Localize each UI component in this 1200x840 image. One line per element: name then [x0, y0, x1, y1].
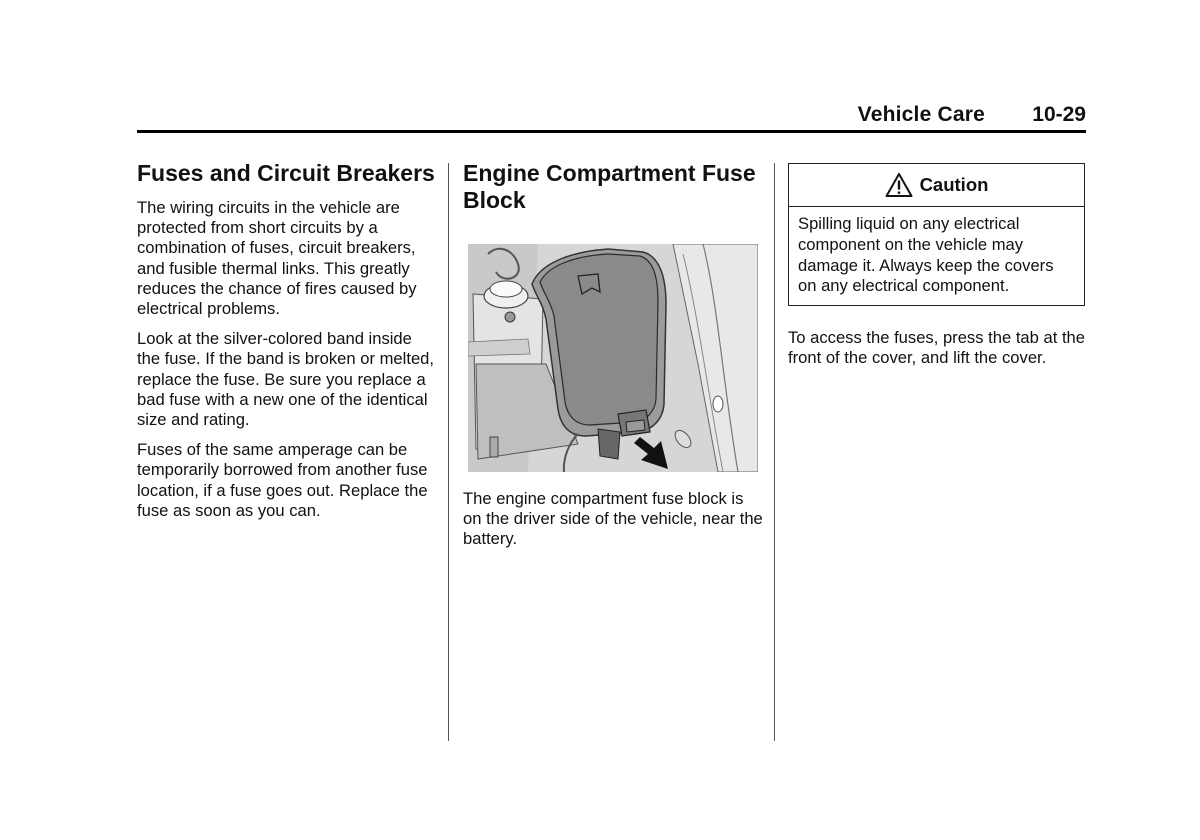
paragraph: To access the fuses, press the tab at the front of the cover, and lift the cover. — [788, 328, 1086, 368]
paragraph: Fuses of the same amperage can be temporarily borrowed from another fuse location, if a fuse goes out. Replace the fuse as soon as you can. — [137, 440, 428, 520]
paragraph: Look at the silver-colored band inside the fuse. If the band is broken or melted, replace the fuse. Be sure you replace a bad fuse with a new one of the identical size and rating. — [137, 329, 435, 430]
column-engine-fuse-block — [463, 160, 763, 560]
fuse-block-illustration — [468, 244, 758, 472]
caution-box — [788, 163, 1085, 306]
caution-title: Caution — [919, 174, 989, 195]
heading-engine-compartment-fuse-block: Engine Compartment Fuse Block — [463, 160, 756, 213]
column-divider — [448, 163, 449, 741]
warning-triangle-icon — [885, 172, 913, 198]
section-title: Vehicle Care — [857, 103, 985, 126]
column-fuses-and-breakers — [137, 160, 437, 531]
figure-caption: The engine compartment fuse block is on the driver side of the vehicle, near the battery. — [463, 489, 763, 549]
heading-fuses-and-circuit-breakers: Fuses and Circuit Breakers — [137, 160, 435, 186]
caution-text: Spilling liquid on any electrical component on the vehicle may damage it. Always keep the covers on any electrical component. — [798, 214, 1054, 296]
paragraph: The wiring circuits in the vehicle are protected from short circuits by a combination of fuses, circuit breakers, and fusible thermal links. This greatly reduces the chance of fires caused by electrical problems. — [137, 198, 417, 319]
column-divider — [774, 163, 775, 741]
page-header — [137, 100, 1086, 133]
caution-header — [789, 164, 1084, 207]
column-caution — [788, 160, 1086, 379]
page-number: 10-29 — [1032, 103, 1086, 126]
